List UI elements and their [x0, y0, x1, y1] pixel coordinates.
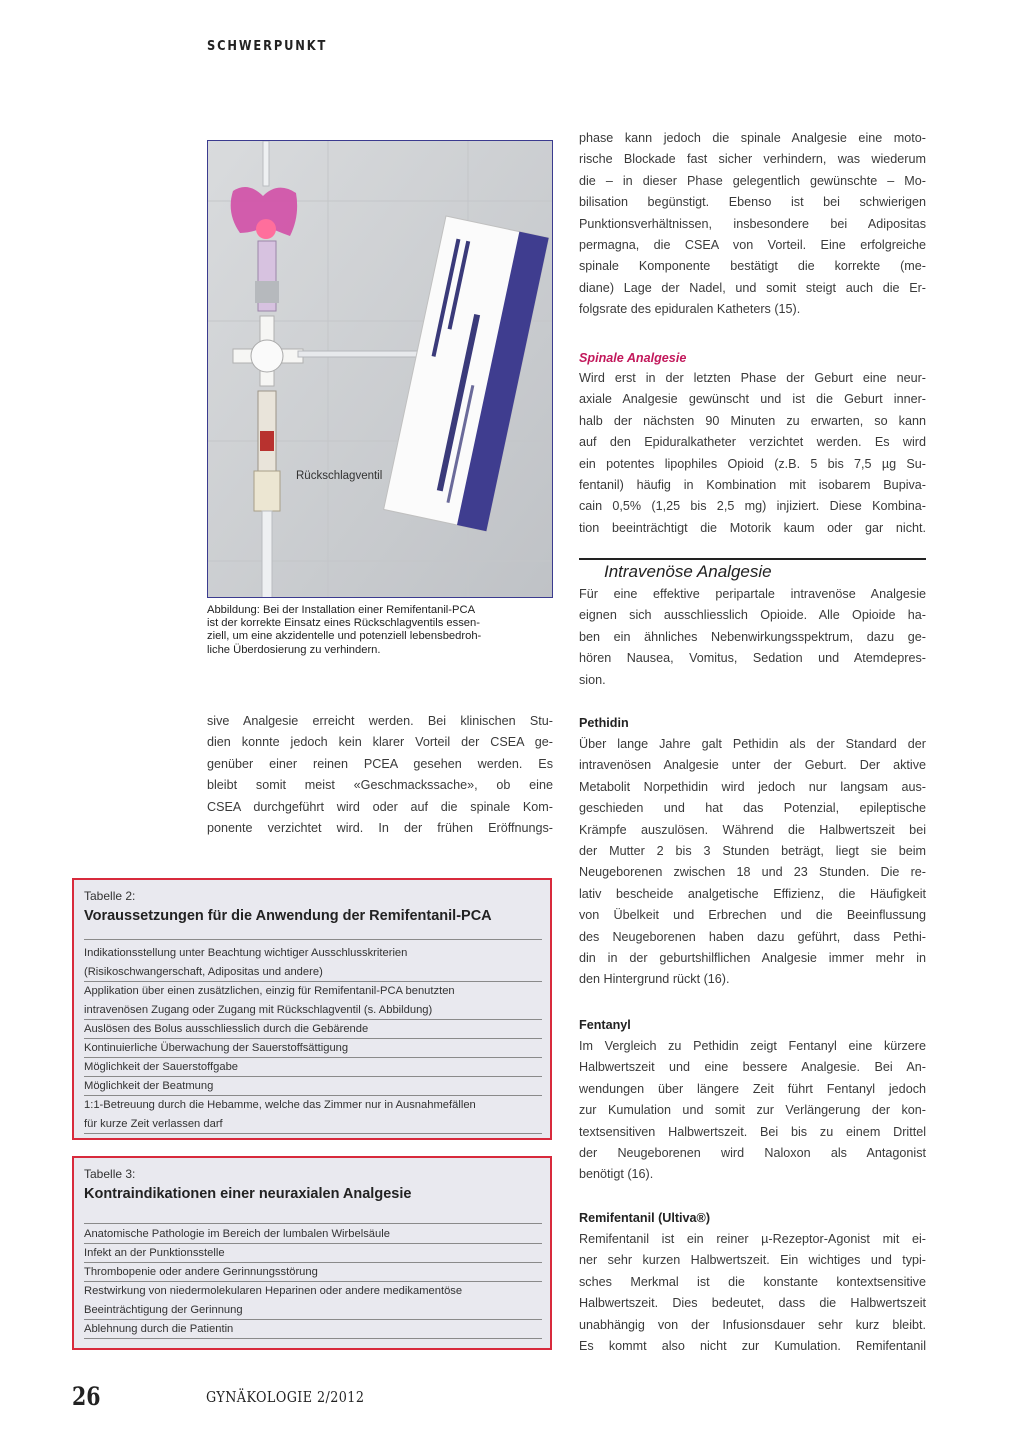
table-item: Restwirkung von niedermolekularen Heparinen oder andere medikamentöse: [84, 1285, 463, 1297]
table-item: Möglichkeit der Beatmung: [84, 1080, 214, 1092]
text-line: der Mutter 2 bis 3 Stunden beträgt, liegt sie beim: [579, 843, 926, 858]
table-3: [72, 1156, 552, 1350]
text-line: unabhängig von der Infusionsdauer sehr kurz bleibt.: [579, 1317, 926, 1332]
section-rule: [579, 558, 926, 560]
text-line: Punktionsverhältnissen, insbesondere bei Adipositas: [579, 216, 926, 231]
text-line: spinale Komponente bestätigt die korrekte (me-: [579, 259, 926, 274]
caption-line: Abbildung: Bei der Installation einer Remifentanil-PCA: [207, 604, 476, 616]
text-line: genüber einer reinen PCEA gesehen werden. Es: [207, 756, 553, 771]
page-number: 26: [72, 1382, 101, 1411]
table-item: intravenösen Zugang oder Zugang mit Rückschlagventil (s. Abbildung): [84, 1004, 433, 1016]
table-item: für kurze Zeit verlassen darf: [84, 1118, 223, 1130]
text-line: sches Merkmal ist die konstante kontextsensitive: [579, 1274, 926, 1289]
col2-pethidin: [579, 734, 926, 991]
section-header: SCHWERPUNKT: [207, 38, 328, 54]
text-line: Es kommt also nicht zur Kumulation. Remifentanil: [579, 1338, 926, 1353]
heading-pethidin: Pethidin: [579, 716, 629, 730]
text-line: fentanil) häufig in Kombination mit isobarem Bupiva-: [579, 477, 926, 492]
table-rule: [84, 1133, 542, 1134]
text-line: von Übelkeit und Erbrechen und die Beeinflussung: [579, 908, 926, 923]
caption-line: liche Überdosierung zu verhindern.: [207, 643, 381, 656]
text-line: din in der geburtshilflichen Analgesie immer mehr in: [579, 950, 926, 965]
text-line: Remifentanil ist ein reiner µ-Rezeptor-Agonist mit ei-: [579, 1232, 926, 1246]
table-item: Beeinträchtigung der Gerinnung: [84, 1304, 243, 1316]
text-line: tion beeinträchtigt die Motorik kaum oder gar nicht.: [579, 520, 926, 535]
photo-illustration: [208, 141, 553, 598]
text-line: Wird erst in der letzten Phase der Geburt eine neur-: [579, 371, 926, 385]
text-line: bilisation begünstigt. Ebenso ist bei schwierigen: [579, 195, 926, 210]
col1-paragraph: [207, 711, 553, 839]
text-line: ner sehr kurzen Halbwertszeit. Ein wichtiges und typi-: [579, 1253, 926, 1268]
journal-title: GYNÄKOLOGIE 2/2012: [206, 1388, 365, 1406]
text-line: diane) Lage der Nadel, und somit steigt auch die Er-: [579, 280, 926, 295]
text-line: Krämpfe auszulösen. Während die Halbwertszeit bei: [579, 822, 926, 837]
col2-spinal: [579, 368, 926, 539]
heading-intravenoese-analgesie: Intravenöse Analgesie: [604, 562, 772, 581]
text-line: Für eine effektive peripartale intravenöse Analgesie: [579, 587, 926, 601]
heading-fentanyl: Fentanyl: [579, 1018, 631, 1032]
col2-remifentanil: [579, 1229, 926, 1357]
table-item: Thrombopenie oder andere Gerinnungsstörung: [84, 1266, 318, 1278]
text-line: intravenösen Analgesie unter der Geburt. Der aktive: [579, 758, 926, 773]
text-line: zur Kumulation und somit zur Verlängerung der kon-: [579, 1103, 926, 1118]
text-line: ein potentes lipophiles Opioid (z.B. 5 bis 7,5 µg Su-: [579, 456, 926, 471]
table-item: Kontinuierliche Überwachung der Sauerstoffsättigung: [84, 1042, 349, 1054]
text-line: cain 0,5% (1,25 bis 2,5 mg) injiziert. Diese Kombina-: [579, 499, 926, 514]
text-line: Im Vergleich zu Pethidin zeigt Fentanyl eine kürzere: [579, 1039, 926, 1053]
text-line: Halbwertszeit und eine bessere Analgesie. Bei An-: [579, 1060, 926, 1075]
table-item: 1:1-Betreuung durch die Hebamme, welche das Zimmer nur in Ausnahmefällen: [84, 1099, 476, 1111]
table-item: Indikationsstellung unter Beachtung wichtiger Ausschlusskriterien: [84, 947, 408, 959]
text-line: wendungen über längere Zeit führt Fentanyl jedoch: [579, 1081, 926, 1096]
text-line: textsensitiven Halbwertszeit. Bei bis zu einem Drittel: [579, 1124, 926, 1139]
heading-remifentanil: Remifentanil (Ultiva®): [579, 1211, 711, 1225]
table-title: Voraussetzungen für die Anwendung der Remifentanil-PCA: [84, 908, 492, 924]
text-line: axiale Analgesie gewünscht und ist die Geburt inner-: [579, 392, 926, 407]
table-item: Infekt an der Punktionsstelle: [84, 1247, 225, 1259]
text-line: phase kann jedoch die spinale Analgesie eine moto-: [579, 131, 926, 145]
table-item: Applikation über einen zusätzlichen, einzig für Remifentanil-PCA benutzten: [84, 985, 455, 997]
text-line: CSEA durchgeführt wird oder auf die spinale Kom-: [207, 799, 553, 814]
text-line: den Hintergrund rückt (16).: [579, 972, 730, 987]
table-label: Tabelle 2:: [84, 889, 136, 903]
text-line: sion.: [579, 672, 606, 687]
text-line: des Neugeborenen haben dazu geführt, dass Pethi-: [579, 929, 926, 944]
caption-line: ziell, um eine akzidentelle und potenziell lebensbedroh-: [207, 630, 482, 643]
text-line: eignen sich ausschliesslich Opioide. Alle Opioide ha-: [579, 608, 926, 623]
text-line: ponente verzichtet wird. In der frühen Eröffnungs-: [207, 820, 553, 835]
caption-line: ist der korrekte Einsatz eines Rückschlagventils essen-: [207, 617, 480, 630]
figure-caption: [207, 604, 553, 657]
col2-intro: [579, 128, 926, 321]
table-label: Tabelle 3:: [84, 1167, 136, 1181]
table-2: [72, 878, 552, 1140]
table-item: Auslösen des Bolus ausschliesslich durch die Gebärende: [84, 1023, 369, 1035]
text-line: die – in dieser Phase gelegentlich gewünschte – Mo-: [579, 173, 926, 188]
text-line: halb der nächsten 90 Minuten zu erwarten, so kann: [579, 413, 926, 428]
text-line: ben ein ähnliches Nebenwirkungsspektrum, dazu ge-: [579, 629, 926, 644]
text-line: hören Nausea, Vomitus, Sedation und Atemdepres-: [579, 651, 926, 666]
text-line: rische Blockade fast sicher verhindern, was wiederum: [579, 152, 926, 167]
text-line: auf den Epiduralkatheter verzichtet werden. Es wird: [579, 435, 926, 450]
text-line: Halbwertszeit. Dies bedeutet, dass die Halbwertszeit: [579, 1296, 926, 1311]
text-line: bleibt somit meist «Geschmackssache», ob eine: [207, 778, 553, 793]
figure-photo: [207, 140, 553, 598]
table-item: Ablehnung durch die Patientin: [84, 1323, 234, 1335]
text-line: lativ bescheide analgetische Effizienz, die Häufigkeit: [579, 886, 926, 901]
col2-iv: [579, 584, 926, 691]
heading-spinale-analgesie: Spinale Analgesie: [579, 351, 687, 365]
figure-label: Rückschlagventil: [296, 470, 383, 482]
table-rule: [84, 1338, 542, 1339]
col2-fentanyl: [579, 1036, 926, 1186]
table-title: Kontraindikationen einer neuraxialen Analgesie: [84, 1186, 412, 1202]
table-item: Anatomische Pathologie im Bereich der lumbalen Wirbelsäule: [84, 1228, 390, 1240]
table-rule: [84, 939, 542, 940]
text-line: dien konnte jedoch kein klarer Vorteil der CSEA ge-: [207, 735, 553, 750]
table-item: (Risikoschwangerschaft, Adipositas und andere): [84, 966, 323, 978]
text-line: Metabolit Norpethidin wird jedoch nur langsam aus-: [579, 779, 926, 794]
table-item: Möglichkeit der Sauerstoffgabe: [84, 1061, 239, 1073]
text-line: sive Analgesie erreicht werden. Bei klinischen Stu-: [207, 714, 553, 728]
text-line: Neugeborenen zwischen 18 und 23 Stunden. Die re-: [579, 865, 926, 880]
text-line: folgsrate des epiduralen Katheters (15).: [579, 302, 801, 317]
table-rule: [84, 1223, 542, 1224]
text-line: benötigt (16).: [579, 1167, 654, 1182]
text-line: der Neugeborenen wird Naloxon als Antagonist: [579, 1145, 926, 1160]
text-line: permagna, die CSEA von Vorteil. Eine erfolgreiche: [579, 237, 926, 252]
text-line: Über lange Jahre galt Pethidin als der Standard der: [579, 737, 926, 751]
text-line: geschieden und hat das Potenzial, epileptische: [579, 801, 926, 816]
